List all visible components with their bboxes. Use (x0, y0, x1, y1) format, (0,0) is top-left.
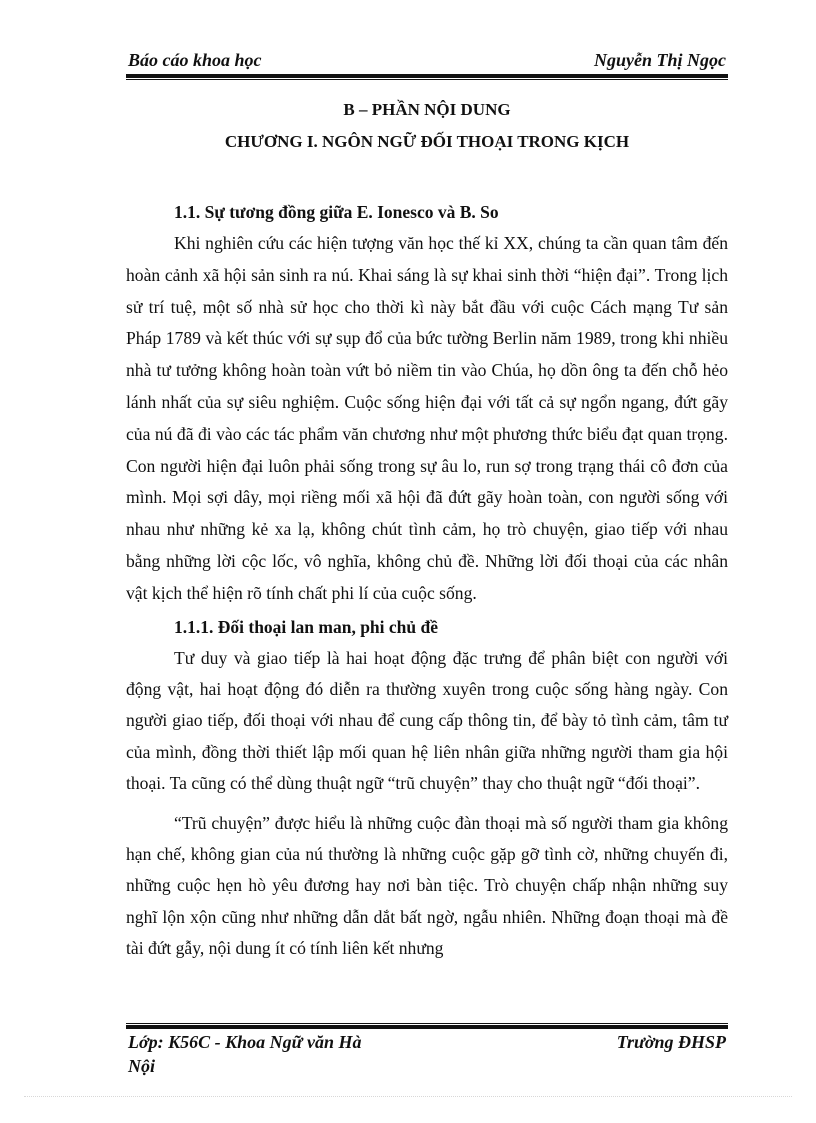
section-heading: 1.1. Sự tương đồng giữa E. Ionesco và B. So (174, 202, 499, 222)
footer-university: Trường ĐHSP (616, 1032, 726, 1052)
paragraph-3: “Trũ chuyện” được hiểu là những cuộc đàn thoại mà số người tham gia không hạn chế, không gian của nú thường là những cuộc gặp gỡ tình cờ, những chuyến đi, những cuộc hẹn hò yêu đương hay nơi bàn tiệc. Trò chuyện chấp nhận những suy nghĩ lộn xộn cũng như những dẫn dắt bất ngờ, ngẫu nhiên. Những đoạn thoại mà đề tài đứt gẫy, nội dung ít có tính liên kết nhưng (126, 812, 728, 959)
footer-class-info: Lớp: K56C - Khoa Ngữ văn Hà Nội (128, 1032, 362, 1076)
page-body (126, 94, 728, 965)
header-rule (126, 74, 728, 80)
header-author: Nguyễn Thị Ngọc (594, 50, 726, 70)
paragraph-1: Khi nghiên cứu các hiện tượng văn học thế kỉ XX, chúng ta cần quan tâm đến hoàn cảnh xã hội sản sinh ra nú. Khai sáng là sự khai sinh thời “hiện đại”. Trong lịch sử trí tuệ, một số nhà sử học cho thời kì này bắt đầu với cuộc Cách mạng Tư sản Pháp 1789 và kết thúc với sự sụp đổ của bức tường Berlin năm 1989, trong khi nhiều nhà tư tưởng không hoàn toàn vứt bỏ niềm tin vào Chúa, họ dồn ông ta đến chỗ hẻo lánh nhất của sự siêu nghiệm. Cuộc sống hiện đại với tất cả sự ngổn ngang, đứt gãy của nú đã đi vào các tác phẩm văn chương như một phương thức biểu đạt quan trọng. Con người hiện đại luôn phải sống trong sự âu lo, run sợ trong trạng thái cô đơn của mình. Mọi sợi dây, mọi riềng mối xã hội đã đứt gãy hoàn toàn, con người sống với nhau như những kẻ xa lạ, không chút tình cảm, họ trò chuyện, giao tiếp với nhau bằng những lời cộc lốc, vô nghĩa, không chủ đề. Những lời đối thoại của các nhân vật kịch thể hiện rõ tính chất phi lí của cuộc sống. (126, 233, 728, 603)
page-header (126, 48, 728, 74)
page-edge-dotted-line (24, 1096, 792, 1097)
subsection-heading: 1.1.1. Đối thoại lan man, phi chủ đề (174, 616, 439, 637)
part-title: B – PHẦN NỘI DUNG (343, 100, 511, 119)
chapter-title: CHƯƠNG I. NGÔN NGỮ ĐỐI THOẠI TRONG KỊCH (224, 132, 630, 151)
footer-rule (126, 1023, 728, 1029)
paragraph-2: Tư duy và giao tiếp là hai hoạt động đặc trưng để phân biệt con người với động vật, hai hoạt động đó diễn ra thường xuyên trong cuộc sống hàng ngày. Con người giao tiếp, đối thoại với nhau để cung cấp thông tin, để bày tỏ tình cảm, tâm tư của mình, đồng thời thiết lập mối quan hệ liên nhân giữa những người tham gia hội thoại. Ta cũng có thể dùng thuật ngữ “trũ chuyện” thay cho thuật ngữ “đối thoại”. (126, 647, 728, 794)
header-report-type: Báo cáo khoa học (128, 50, 262, 70)
